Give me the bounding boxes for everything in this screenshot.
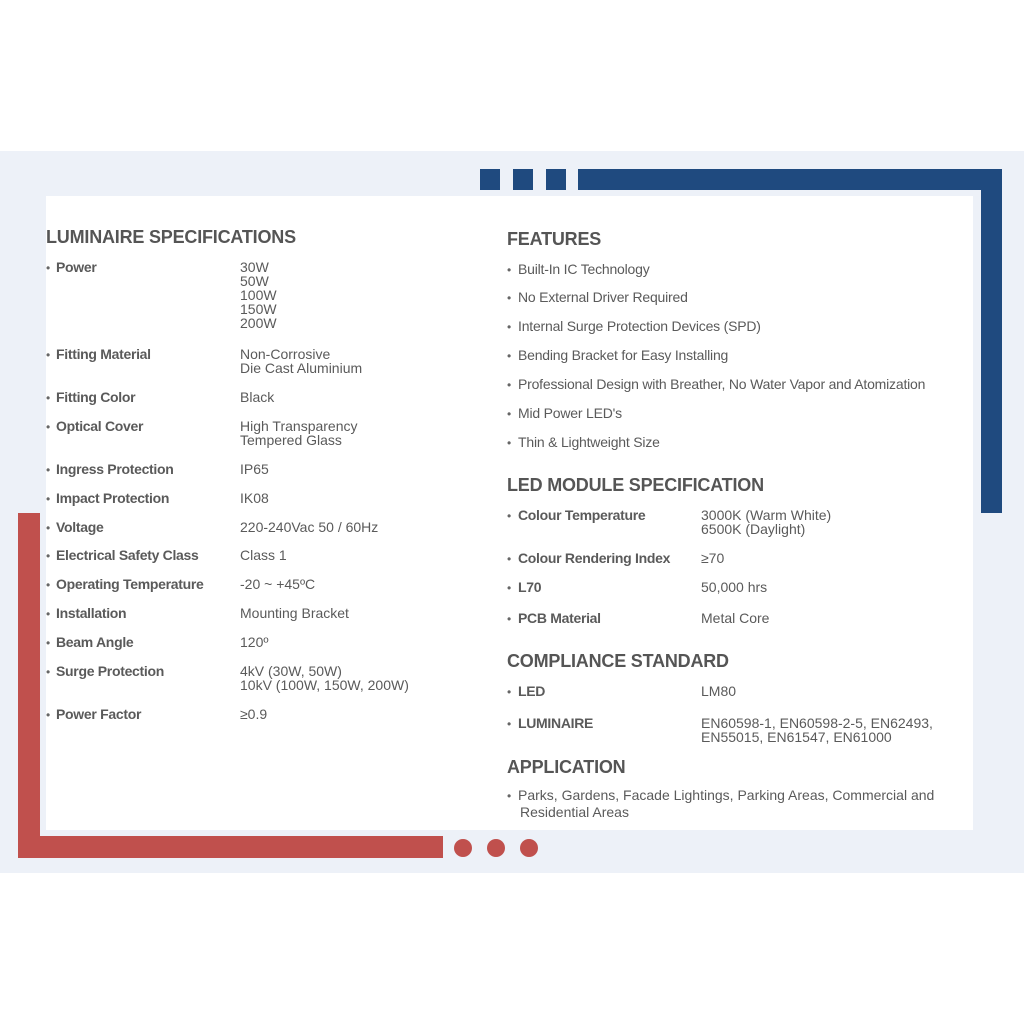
luminaire-spec-value-line: 100W: [240, 287, 277, 303]
red-frame-left: [18, 513, 40, 858]
luminaire-spec-value-line: Black: [240, 389, 275, 405]
luminaire-spec-value: [240, 462, 269, 476]
luminaire-spec-bullet: •: [46, 391, 51, 405]
led-spec-value: [701, 580, 767, 594]
feature-item: Professional Design with Breather, No Water Vapor and Atomization: [518, 376, 926, 392]
luminaire-spec-bullet: •: [46, 463, 51, 477]
luminaire-spec-label: Optical Cover: [56, 418, 144, 434]
luminaire-spec-bullet: •: [46, 578, 51, 592]
led-spec-bullet: •: [507, 552, 512, 566]
luminaire-spec-value-line: 120º: [240, 634, 269, 650]
led-spec-label: L70: [518, 579, 542, 595]
compliance-spec-value: [701, 684, 736, 698]
led-spec-bullet: •: [507, 581, 512, 595]
compliance-spec-value: [701, 716, 933, 744]
red-dot-decoration: [487, 839, 505, 857]
luminaire-spec-value: [240, 390, 274, 404]
luminaire-spec-value: [240, 347, 362, 375]
application-bullet: •: [507, 789, 512, 803]
led-spec-value-line: 6500K (Daylight): [701, 521, 806, 537]
led-spec-label: Colour Temperature: [518, 507, 646, 523]
application-heading: APPLICATION: [507, 757, 626, 777]
luminaire-spec-value-line: 50W: [240, 273, 269, 289]
luminaire-spec-label: Voltage: [56, 519, 104, 535]
blue-frame-top: [578, 169, 1002, 190]
led-module-heading: LED MODULE SPECIFICATION: [507, 475, 764, 495]
luminaire-spec-value-line: 220-240Vac 50 / 60Hz: [240, 519, 379, 535]
led-spec-label: Colour Rendering Index: [518, 550, 671, 566]
luminaire-spec-bullet: •: [46, 607, 51, 621]
luminaire-spec-value: [240, 520, 378, 534]
luminaire-spec-value: [240, 664, 409, 692]
red-frame-bottom: [18, 836, 443, 858]
luminaire-spec-bullet: •: [46, 492, 51, 506]
feature-bullet: •: [507, 320, 512, 334]
luminaire-spec-value-line: 4kV (30W, 50W): [240, 663, 342, 679]
led-spec-value-line: 3000K (Warm White): [701, 507, 832, 523]
luminaire-spec-label: Impact Protection: [56, 490, 170, 506]
led-spec-bullet: •: [507, 612, 512, 626]
led-spec-value-line: 50,000 hrs: [701, 579, 768, 595]
feature-item: Built-In IC Technology: [518, 261, 650, 277]
feature-bullet: •: [507, 291, 512, 305]
luminaire-spec-label: Installation: [56, 605, 127, 621]
feature-bullet: •: [507, 349, 512, 363]
luminaire-spec-value: [240, 419, 358, 447]
feature-bullet: •: [507, 378, 512, 392]
luminaire-spec-value-line: High Transparency: [240, 418, 358, 434]
luminaire-spec-bullet: •: [46, 636, 51, 650]
luminaire-spec-value-line: Class 1: [240, 547, 287, 563]
luminaire-spec-value: [240, 635, 268, 649]
feature-bullet: •: [507, 263, 512, 277]
luminaire-spec-label: Surge Protection: [56, 663, 164, 679]
led-spec-value-line: Metal Core: [701, 610, 770, 626]
luminaire-spec-bullet: •: [46, 665, 51, 679]
led-spec-value: [701, 611, 769, 625]
blue-square-decoration: [546, 169, 566, 190]
application-line: Parks, Gardens, Facade Lightings, Parking Areas, Commercial and: [518, 787, 935, 803]
features-heading: FEATURES: [507, 229, 602, 249]
luminaire-spec-label: Electrical Safety Class: [56, 547, 199, 563]
luminaire-spec-value: [240, 260, 277, 330]
blue-frame-right: [981, 169, 1002, 513]
feature-item: Internal Surge Protection Devices (SPD): [518, 318, 761, 334]
luminaire-spec-value: [240, 707, 267, 721]
feature-item: Thin & Lightweight Size: [518, 434, 660, 450]
luminaire-spec-label: Power: [56, 259, 97, 275]
feature-item: Mid Power LED's: [518, 405, 622, 421]
luminaire-spec-bullet: •: [46, 420, 51, 434]
luminaire-spec-label: Ingress Protection: [56, 461, 174, 477]
luminaire-spec-value-line: ≥0.9: [240, 706, 268, 722]
luminaire-spec-value: [240, 606, 349, 620]
compliance-heading: COMPLIANCE STANDARD: [507, 651, 729, 671]
red-dot-decoration: [454, 839, 472, 857]
luminaire-spec-bullet: •: [46, 708, 51, 722]
compliance-spec-bullet: •: [507, 717, 512, 731]
red-dot-decoration: [520, 839, 538, 857]
compliance-spec-value-line: EN55015, EN61547, EN61000: [701, 729, 892, 745]
luminaire-spec-bullet: •: [46, 348, 51, 362]
compliance-spec-value-line: LM80: [701, 683, 737, 699]
luminaire-spec-bullet: •: [46, 549, 51, 563]
led-spec-value-line: ≥70: [701, 550, 725, 566]
luminaire-spec-bullet: •: [46, 521, 51, 535]
luminaire-spec-value-line: 30W: [240, 259, 269, 275]
luminaire-spec-value-line: 150W: [240, 301, 277, 317]
led-spec-value: [701, 508, 831, 536]
luminaire-spec-label: Beam Angle: [56, 634, 134, 650]
led-spec-label: PCB Material: [518, 610, 601, 626]
luminaire-spec-bullet: •: [46, 261, 51, 275]
feature-item: Bending Bracket for Easy Installing: [518, 347, 729, 363]
feature-bullet: •: [507, 407, 512, 421]
luminaire-spec-label: Power Factor: [56, 706, 142, 722]
luminaire-spec-value-line: 10kV (100W, 150W, 200W): [240, 677, 409, 693]
application-line: Residential Areas: [520, 804, 629, 820]
luminaire-spec-value: [240, 491, 269, 505]
luminaire-spec-value: [240, 577, 315, 591]
blue-square-decoration: [480, 169, 500, 190]
luminaire-spec-value-line: 200W: [240, 315, 277, 331]
feature-bullet: •: [507, 436, 512, 450]
luminaire-spec-value-line: Non-Corrosive: [240, 346, 331, 362]
compliance-spec-bullet: •: [507, 685, 512, 699]
led-spec-bullet: •: [507, 509, 512, 523]
compliance-spec-label: LUMINAIRE: [518, 715, 594, 731]
blue-square-decoration: [513, 169, 533, 190]
luminaire-specifications-heading: LUMINAIRE SPECIFICATIONS: [46, 227, 296, 247]
luminaire-spec-label: Fitting Material: [56, 346, 151, 362]
luminaire-spec-label: Fitting Color: [56, 389, 136, 405]
feature-item: No External Driver Required: [518, 289, 688, 305]
luminaire-spec-value-line: IP65: [240, 461, 269, 477]
led-spec-value: [701, 551, 724, 565]
luminaire-spec-value-line: IK08: [240, 490, 269, 506]
compliance-spec-label: LED: [518, 683, 546, 699]
luminaire-spec-value-line: Mounting Bracket: [240, 605, 349, 621]
luminaire-spec-value-line: Die Cast Aluminium: [240, 360, 363, 376]
luminaire-spec-label: Operating Temperature: [56, 576, 204, 592]
luminaire-spec-value-line: -20 ~ +45ºC: [240, 576, 316, 592]
luminaire-spec-value: [240, 548, 287, 562]
application-text: [518, 787, 968, 821]
compliance-spec-value-line: EN60598-1, EN60598-2-5, EN62493,: [701, 715, 933, 731]
luminaire-spec-value-line: Tempered Glass: [240, 432, 342, 448]
